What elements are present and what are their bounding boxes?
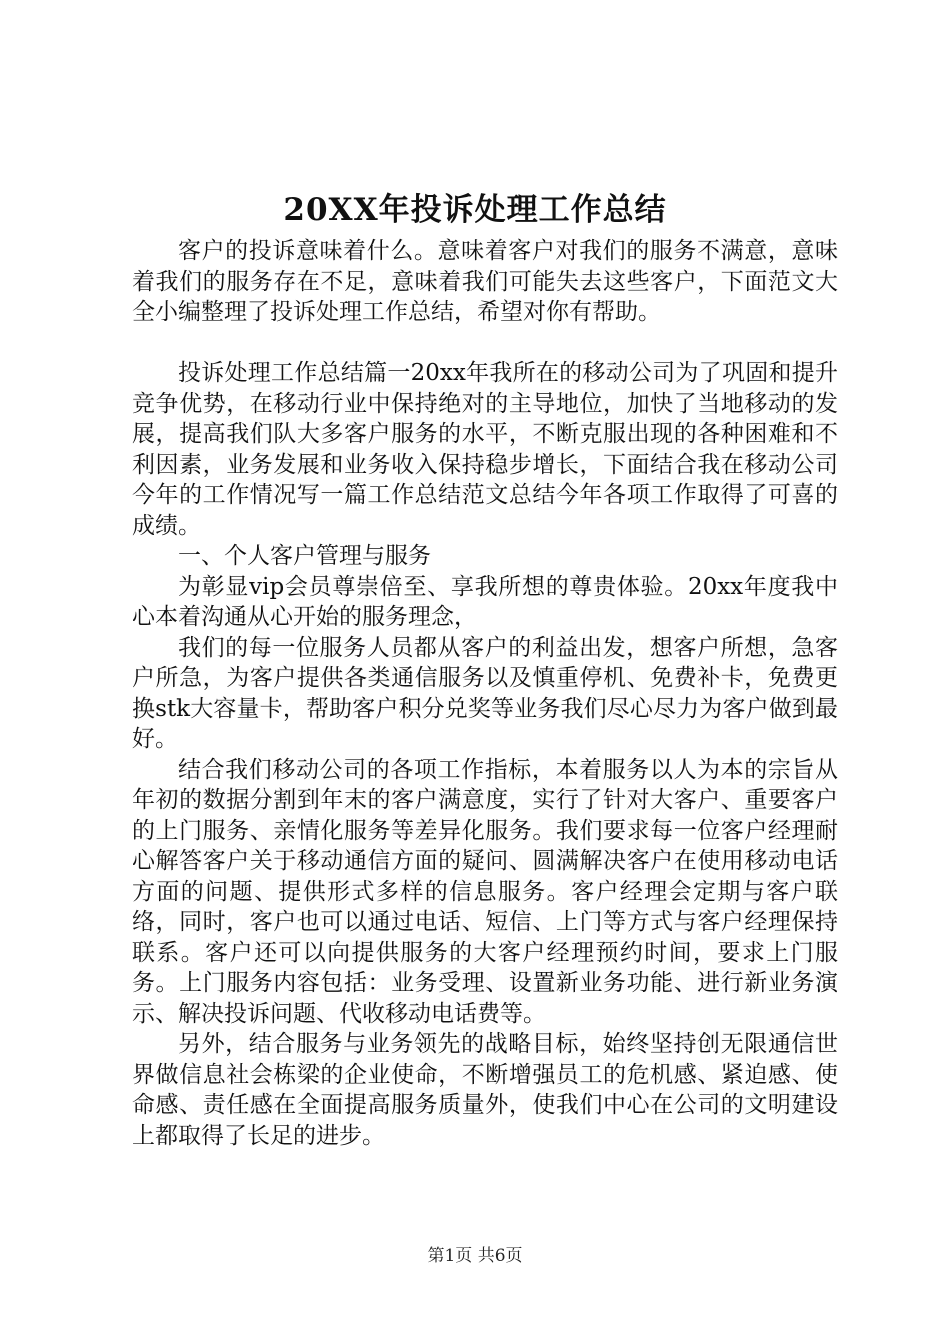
paragraph-service-staff: 我们的每一位服务人员都从客户的利益出发，想客户所想，急客户所急，为客户提供各类通信服务以及慎重停机、免费补卡，免费更换stk大容量卡，帮助客户积分兑奖等业务我们尽心尽力为客户做到最好。 xyxy=(132,634,838,752)
paragraph-strategic-goals: 另外，结合服务与业务领先的战略目标，始终坚持创无限通信世界做信息社会栋梁的企业使命，不断增强员工的危机感、紧迫感、使命感、责任感在全面提高服务质量外，使我们中心在公司的文明建设上都取得了长足的进步。 xyxy=(132,1031,838,1149)
page-footer: 第1页 共6页 xyxy=(427,1246,523,1266)
paragraph-intro: 客户的投诉意味着什么。意味着客户对我们的服务不满意，意味着我们的服务存在不足，意味着我们可能失去这些客户，下面范文大全小编整理了投诉处理工作总结，希望对你有帮助。 xyxy=(132,238,838,325)
paragraph-summary-part-one: 投诉处理工作总结篇一20xx年我所在的移动公司为了巩固和提升竞争优势，在移动行业中保持绝对的主导地位，加快了当地移动的发展，提高我们队大多客户服务的水平，不断克服出现的各种困难和不利因素，业务发展和业务收入保持稳步增长，下面结合我在移动公司今年的工作情况写一篇工作总结范文总结今年各项工作取得了可喜的成绩。 xyxy=(132,360,838,539)
document-body xyxy=(132,236,838,1151)
paragraph-work-indicators: 结合我们移动公司的各项工作指标，本着服务以人为本的宗旨从年初的数据分割到年末的客户满意度，实行了针对大客户、重要客户的上门服务、亲情化服务等差异化服务。我们要求每一位客户经理耐心解答客户关于移动通信方面的疑问、圆满解决客户在使用移动电话方面的问题、提供形式多样的信息服务。客户经理会定期与客户联络，同时，客户也可以通过电话、短信、上门等方式与客户经理保持联系。客户还可以向提供服务的大客户经理预约时间，要求上门服务。上门服务内容包括：业务受理、设置新业务功能、进行新业务演示、解决投诉问题、代收移动电话费等。 xyxy=(132,756,838,1027)
paragraph-vip-service: 为彰显vip会员尊崇倍至、享我所想的尊贵体验。20xx年度我中心本着沟通从心开始的服务理念， xyxy=(132,573,838,630)
section-heading-personal-customer: 一、个人客户管理与服务 xyxy=(178,543,431,569)
document-title: 20XX年投诉处理工作总结 xyxy=(283,192,667,228)
